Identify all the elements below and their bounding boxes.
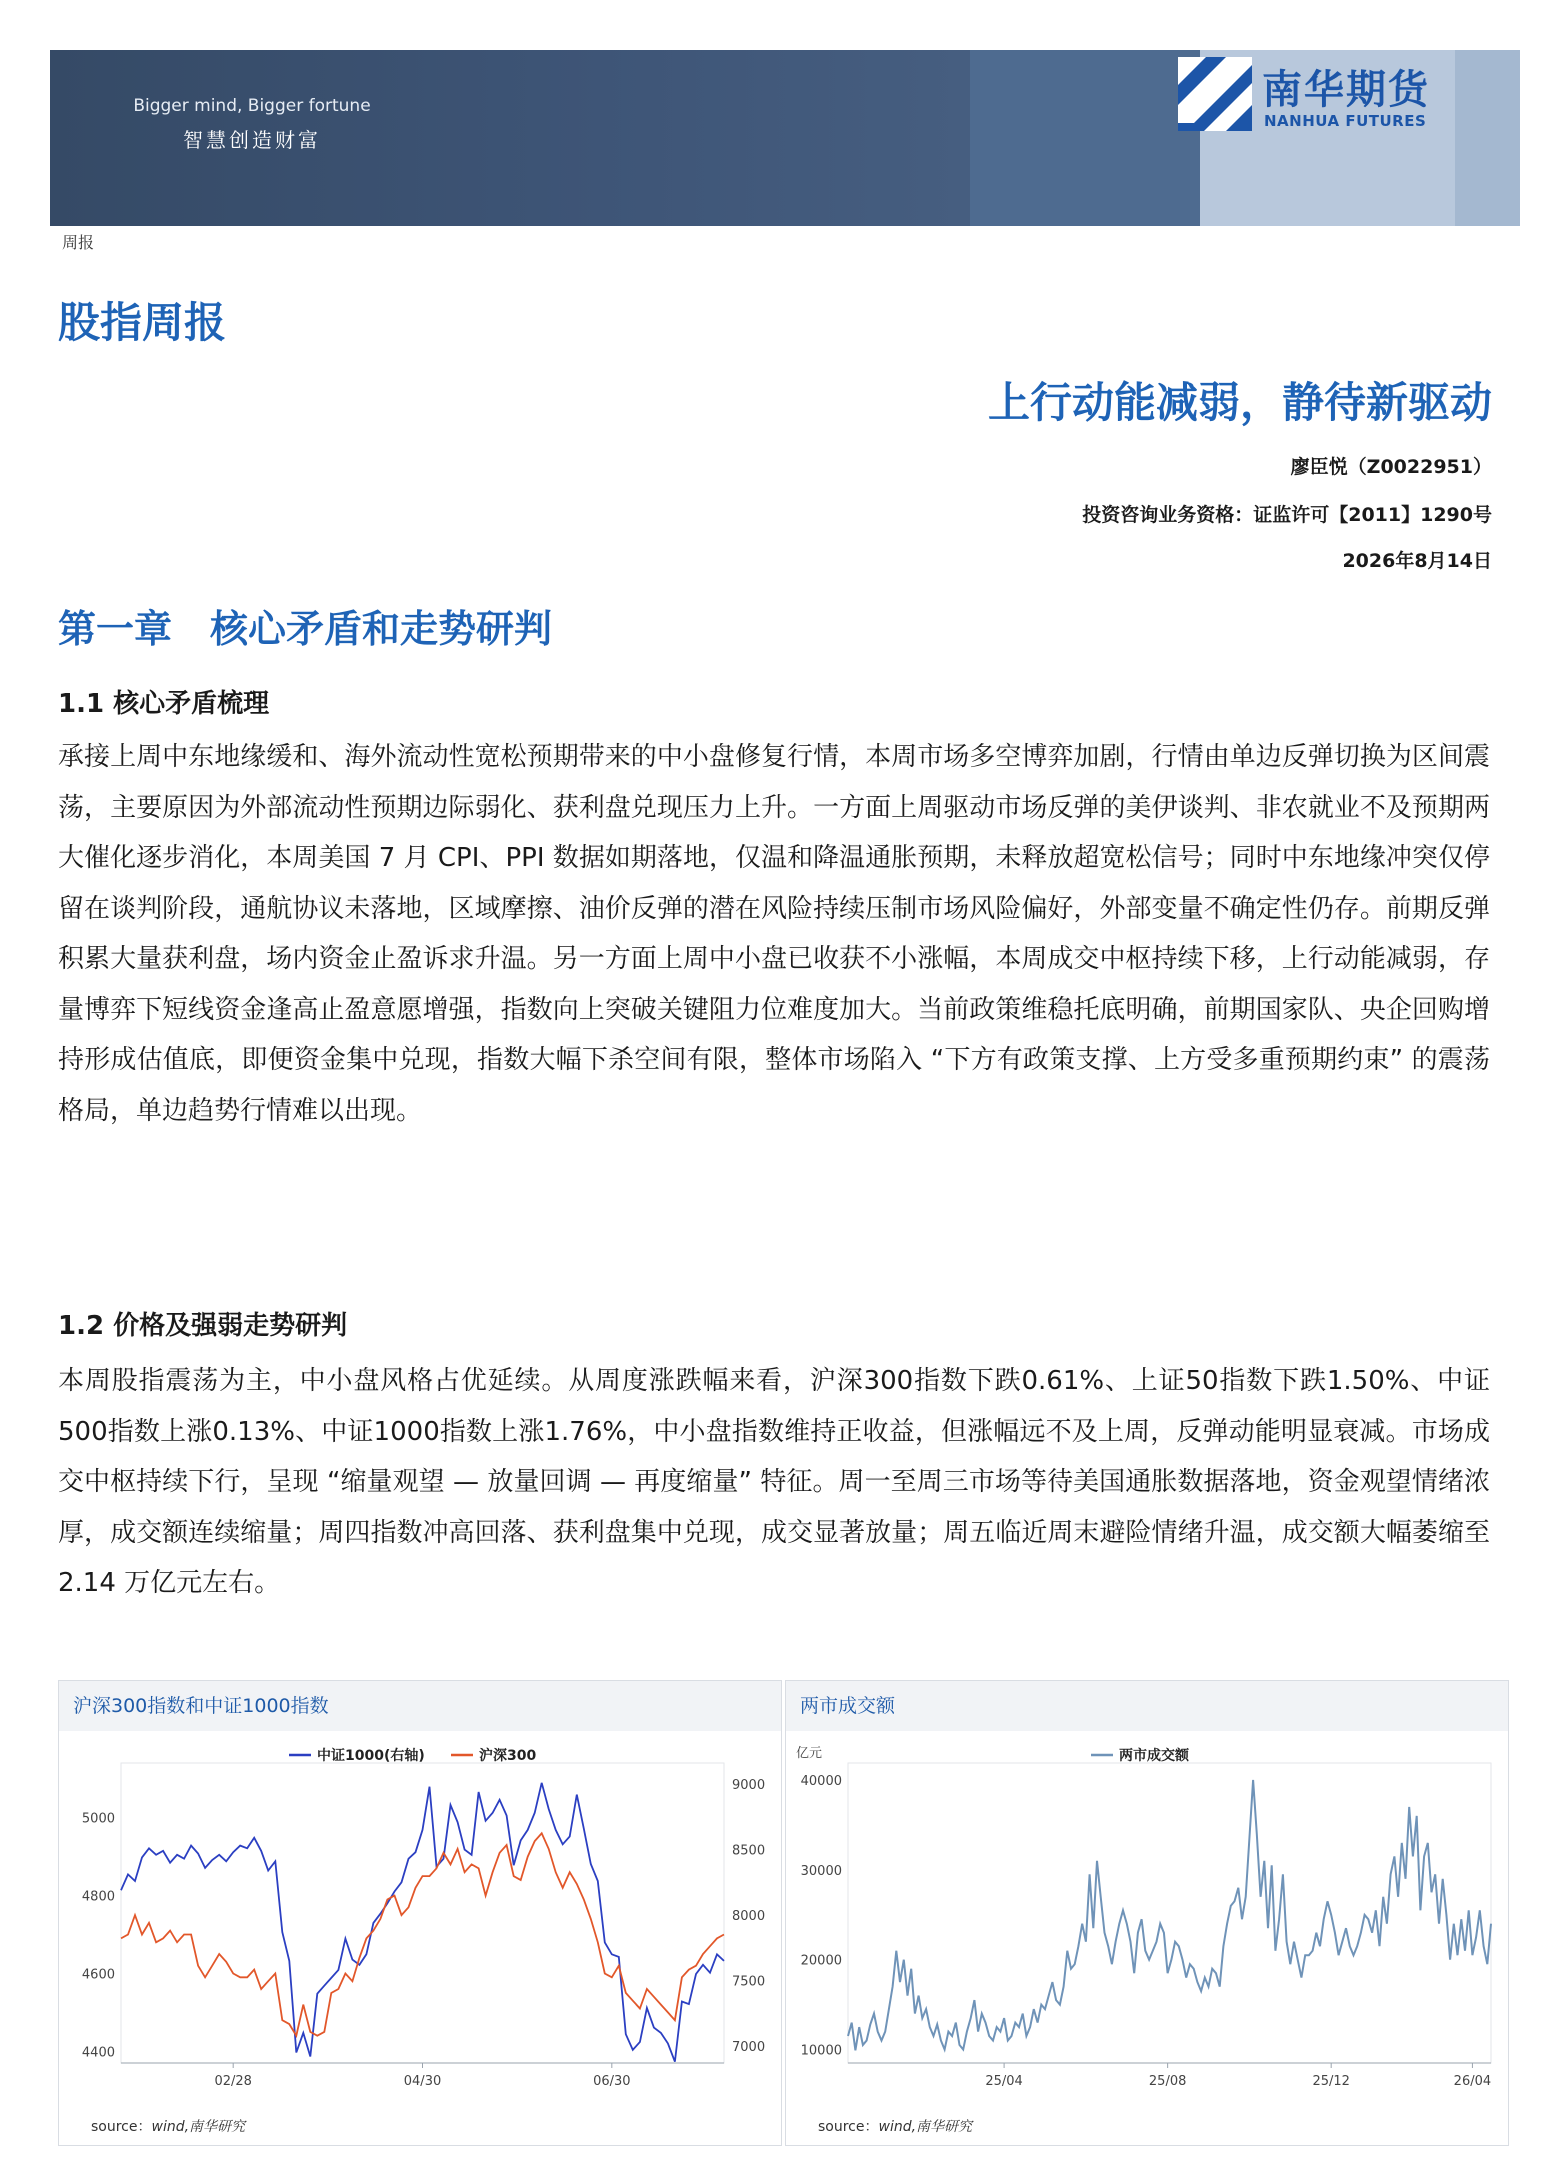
x-tick-label: 25/04 (985, 2074, 1023, 2089)
chart-panel-turnover (785, 1680, 1509, 2146)
chart-source: source：wind,南华研究 (91, 2119, 246, 2135)
y-tick-label: 40000 (800, 1773, 842, 1789)
series-line (121, 1783, 724, 2062)
y-right-tick-label: 7500 (732, 1974, 766, 1990)
x-tick-label: 26/04 (1453, 2074, 1492, 2089)
chapter-title: 第一章 核心矛盾和走势研判 (58, 607, 553, 651)
chart-source: source：wind,南华研究 (818, 2119, 973, 2135)
section-1-1-title: 1.1 核心矛盾梳理 (58, 689, 270, 719)
document-type: 周报 (62, 233, 95, 252)
logo-text-en: NANHUA FUTURES (1264, 112, 1427, 130)
author: 廖臣悦（Z0022951） (1290, 456, 1492, 478)
y-right-tick-label: 9000 (732, 1778, 766, 1794)
y-right-tick-label: 7000 (732, 2039, 766, 2055)
y-unit-label: 亿元 (796, 1746, 823, 1761)
legend-label: 中证1000(右轴) (317, 1748, 425, 1764)
y-left-tick-label: 5000 (81, 1811, 115, 1827)
y-tick-label: 10000 (800, 2043, 842, 2059)
legend-label: 两市成交额 (1119, 1748, 1189, 1764)
index-line-chart (59, 1731, 781, 2145)
report-title: 股指周报 (58, 298, 227, 347)
x-tick-label: 25/12 (1312, 2074, 1350, 2089)
section-1-1-body: 承接上周中东地缘缓和、海外流动性宽松预期带来的中小盘修复行情，本周市场多空博弈加剧，行情由单边反弹切换为区间震荡，主要原因为外部流动性预期边际弱化、获利盘兑现压力上升。一方面上周驱动市场反弹的美伊谈判、非农就业不及预期两大催化逐步消化，本周美国 7 月 CPI、PPI 数据如期落地，仅温和降温通胀预期，未释放超宽松信号；同时中东地缘冲突仅停留在谈判阶段，通航协议未落地，区域摩擦、油价反弹的潜在风险持续压制市场风险偏好，外部变量不确定性仍存。前期反弹积累大量获利盘，场内资金止盈诉求升温。另一方面上周中小盘已收获不小涨幅，本周成交中枢持续下移，上行动能减弱，存量博弈下短线资金逢高止盈意愿增强，指数向上突破关键阻力位难度加大。当前政策维稳托底明确，前期国家队、央企回购增持形成估值底，即便资金集中兑现，指数大幅下杀空间有限，整体市场陷入 “下方有政策支撑、上方受多重预期约束” 的震荡格局，单边趋势行情难以出现。 (58, 742, 1490, 1126)
y-left-tick-label: 4800 (81, 1889, 115, 1905)
report-date: 2026年8月14日 (1342, 550, 1492, 572)
x-tick-label: 02/28 (214, 2074, 252, 2089)
y-right-tick-label: 8000 (732, 1909, 766, 1925)
x-tick-label: 04/30 (403, 2074, 442, 2089)
plot-area (848, 1763, 1491, 2063)
slogan-en: Bigger mind, Bigger fortune (133, 96, 371, 116)
section-1-2-body: 本周股指震荡为主，中小盘风格占优延续。从周度涨跌幅来看，沪深300指数下跌0.61%、上证50指数下跌1.50%、中证500指数上涨0.13%、中证1000指数上涨1.76%，中小盘指数维持正收益，但涨幅远不及上周，反弹动能明显衰减。市场成交中枢持续下行，呈现 “缩量观望 — 放量回调 — 再度缩量” 特征。周一至周三市场等待美国通胀数据落地，资金观望情绪浓厚，成交额连续缩量；周四指数冲高回落、获利盘集中兑现，成交显著放量；周五临近周末避险情绪升温，成交额大幅萎缩至 2.14 万亿元左右。 (58, 1366, 1490, 1598)
plot-area (121, 1763, 724, 2063)
report-headline: 上行动能减弱，静待新驱动 (987, 378, 1492, 427)
y-left-tick-label: 4600 (81, 1967, 115, 1983)
series-line (848, 1780, 1491, 2050)
section-1-2-title: 1.2 价格及强弱走势研判 (58, 1311, 348, 1341)
turnover-line-chart (786, 1731, 1508, 2145)
legend-label: 沪深300 (479, 1748, 537, 1764)
y-tick-label: 20000 (800, 1953, 842, 1969)
x-tick-label: 06/30 (593, 2074, 631, 2089)
x-tick-label: 25/08 (1148, 2074, 1187, 2089)
y-left-tick-label: 4400 (81, 2045, 115, 2061)
slogan-cn: 智慧创造财富 (183, 128, 321, 152)
logo-text-cn: 南华期货 (1262, 67, 1430, 113)
chart-title: 两市成交额 (786, 1681, 1508, 1731)
chart-panel-index (58, 1680, 782, 2146)
qualification: 投资咨询业务资格：证监许可【2011】1290号 (1082, 504, 1492, 526)
nanhua-logo-icon (1176, 55, 1254, 133)
y-tick-label: 30000 (800, 1863, 842, 1879)
series-line (121, 1833, 724, 2035)
chart-title: 沪深300指数和中证1000指数 (59, 1681, 781, 1731)
y-right-tick-label: 8500 (732, 1843, 766, 1859)
